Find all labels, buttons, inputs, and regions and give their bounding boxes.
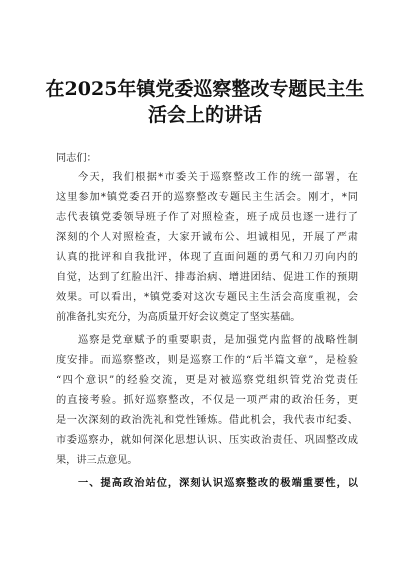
paragraph-1-line-3: 志代表镇党委领导班子作了对照检查，班子成员也逐一进行了	[56, 212, 358, 223]
paragraph-1-line-1: 今天，我们根据*市委关于巡察整改工作的统一部署，在	[78, 172, 358, 183]
paragraph-1-line-8: 前准备扎实充分，为高质量开好会议奠定了坚实基础。	[56, 312, 301, 323]
paragraph-2-line-4: 的直接考验。抓好巡察整改，不仅是一项严肃的政治任务，更	[56, 395, 358, 406]
document-title-line-1: 在2025年镇党委巡察整改专题民主生	[45, 78, 365, 100]
paragraph-2-line-6: 市委巡察办，就如何深化思想认识、压实政治责任、巩固整改成	[56, 435, 358, 446]
paragraph-2-line-7: 果，讲三点意见。	[56, 455, 138, 466]
paragraph-2-line-1: 巡察是党章赋予的重要职责，是加强党内监督的战略性制	[78, 335, 358, 346]
paragraph-1-line-6: 自觉，达到了红脸出汗、排毒治病、增进团结、促进工作的预期	[56, 272, 358, 283]
paragraph-1-line-4: 深刻的个人对照检查，大家开诚布公、坦诚相见，开展了严肃	[56, 232, 358, 243]
paragraph-1-line-2: 这里参加*镇党委召开的巡察整改专题民主生活会。刚才，*同	[56, 192, 358, 203]
paragraph-2-line-2: 度安排。而巡察整改，则是巡察工作的“后半篇文章”，是检验	[56, 355, 358, 366]
section-heading-1: 一、提高政治站位，深刻认识巡察整改的极端重要性，以	[78, 477, 358, 489]
document-title-line-2: 活会上的讲话	[147, 104, 262, 126]
salutation: 同志们：	[56, 153, 97, 164]
paragraph-2-line-3: “四个意识”的经验交流，更是对被巡察党组织管党治党责任	[56, 375, 358, 386]
paragraph-1-line-7: 效果。可以看出，*镇党委对这次专题民主生活会高度重视，会	[56, 292, 358, 303]
paragraph-1-line-5: 认真的批评和自我批评，体现了直面问题的勇气和刀刃向内的	[56, 252, 358, 263]
paragraph-2-line-5: 是一次深刻的政治洗礼和党性锤炼。借此机会，我代表市纪委、	[56, 415, 358, 426]
